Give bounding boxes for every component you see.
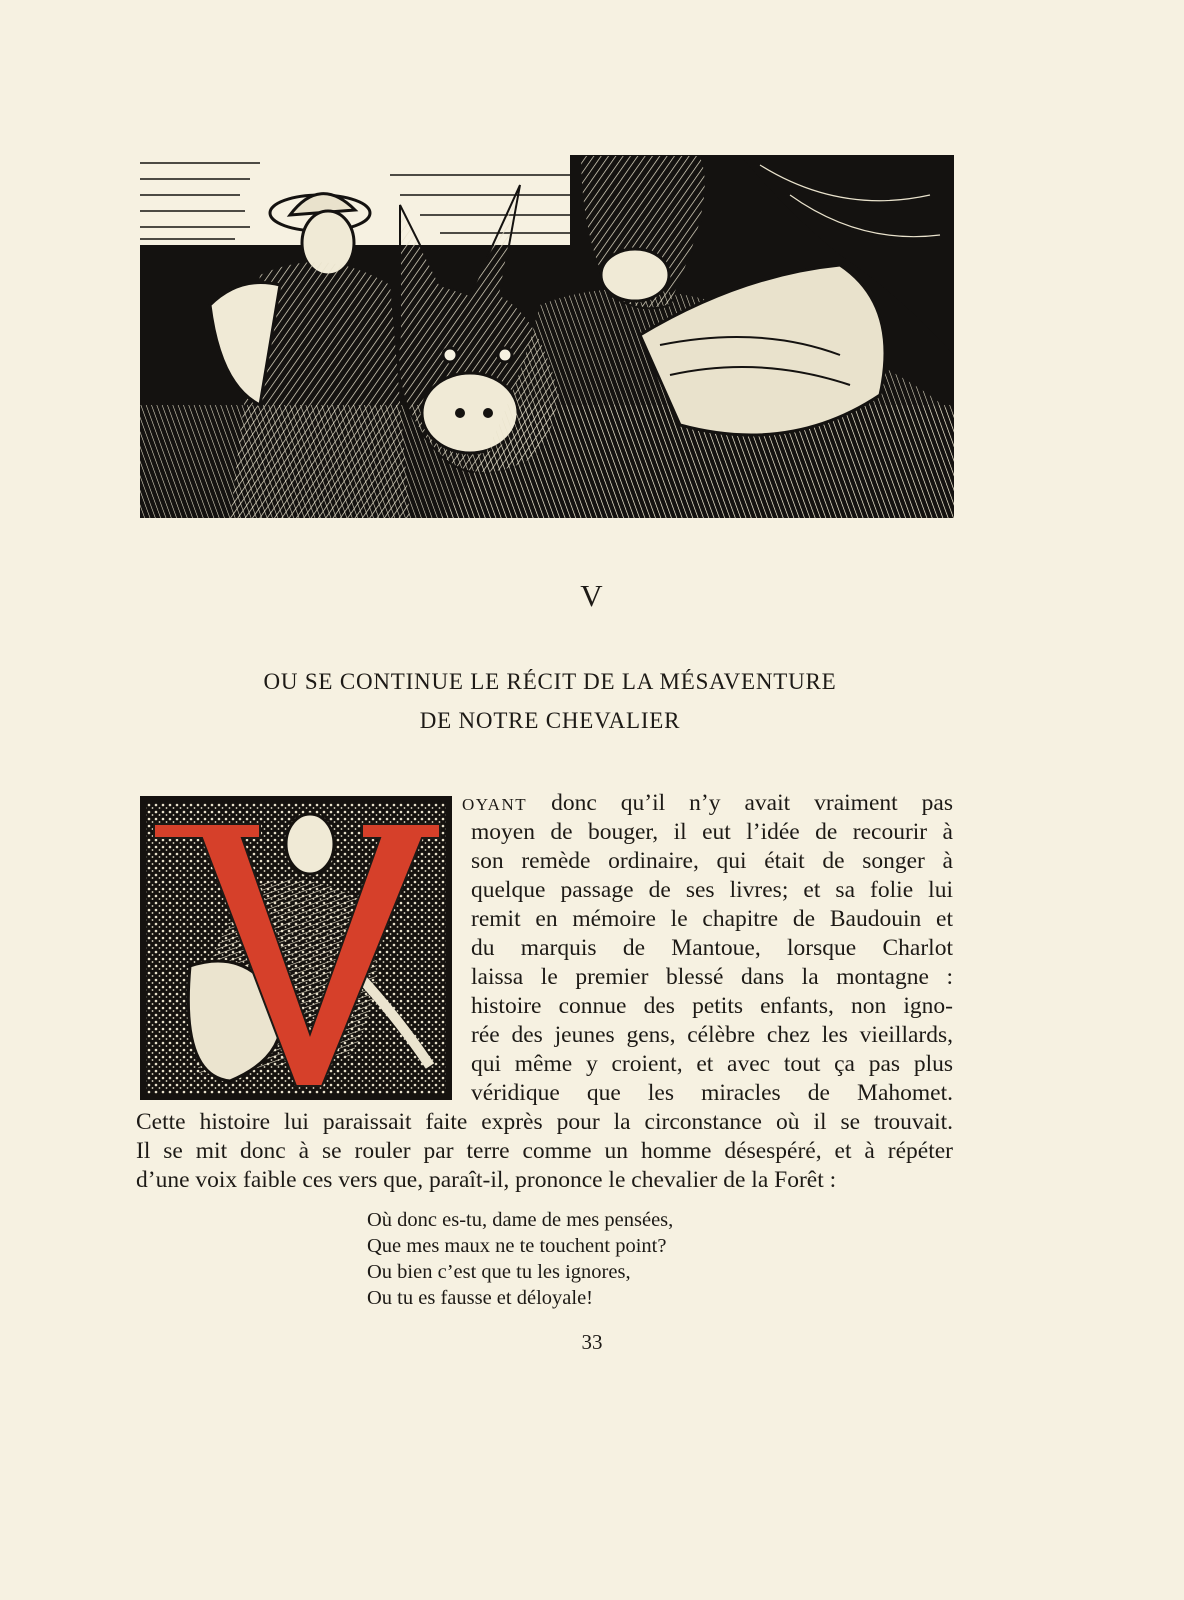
text-line-2: moyen de bouger, il eut l’idée de recourir à <box>471 819 953 845</box>
text-line-3: son remède ordinaire, qui était de songer à <box>471 848 953 874</box>
text-line-6: du marquis de Mantoue, lorsque Charlot <box>471 935 953 961</box>
text-line-8: histoire connue des petits enfants, non igno- <box>471 993 953 1019</box>
text-line-12: Cette histoire lui paraissait faite exprès pour la circonstance où il se trouvait. <box>136 1109 953 1135</box>
dropcap-illustration <box>140 796 452 1100</box>
header-woodcut-illustration <box>140 155 954 518</box>
dropcap-letter-v-shape <box>154 824 440 1086</box>
chapter-title <box>150 662 950 740</box>
page-number: 33 <box>581 1330 603 1354</box>
verse-line-2: Que mes maux ne te touchent point? <box>367 1235 667 1257</box>
verse-line-4: Ou tu es fausse et déloyale! <box>367 1287 593 1309</box>
text-line-1: OYANT donc qu’il n’y avait vraiment pas <box>462 790 953 816</box>
text-line-14: d’une voix faible ces vers que, paraît-il, prononce le chevalier de la Forêt : <box>136 1167 837 1193</box>
verse-line-3: Ou bien c’est que tu les ignores, <box>367 1261 631 1283</box>
text-line-9: rée des jeunes gens, célèbre chez les vieillards, <box>471 1022 953 1048</box>
first-word-smallcaps: OYANT <box>462 795 528 814</box>
chapter-title-line-2: DE NOTRE CHEVALIER <box>419 708 681 733</box>
verse-line-1: Où donc es-tu, dame de mes pensées, <box>367 1209 674 1231</box>
verse-block <box>367 1207 673 1311</box>
text-line-4: quelque passage de ses livres; et sa folie lui <box>471 877 953 903</box>
text-line-10: qui même y croient, et avec tout ça pas plus <box>471 1051 953 1077</box>
text-line-13: Il se mit donc à se rouler par terre comme un homme désespéré, et à répéter <box>136 1138 953 1164</box>
text-line-5: remit en mémoire le chapitre de Baudouin et <box>471 906 953 932</box>
chapter-title-line-1: OU SE CONTINUE LE RÉCIT DE LA MÉSAVENTURE <box>263 669 837 694</box>
text-line-7: laissa le premier blessé dans la montagne : <box>471 964 953 990</box>
chapter-number: V <box>580 578 604 613</box>
text-line-11: véridique que les miracles de Mahomet. <box>471 1080 953 1106</box>
